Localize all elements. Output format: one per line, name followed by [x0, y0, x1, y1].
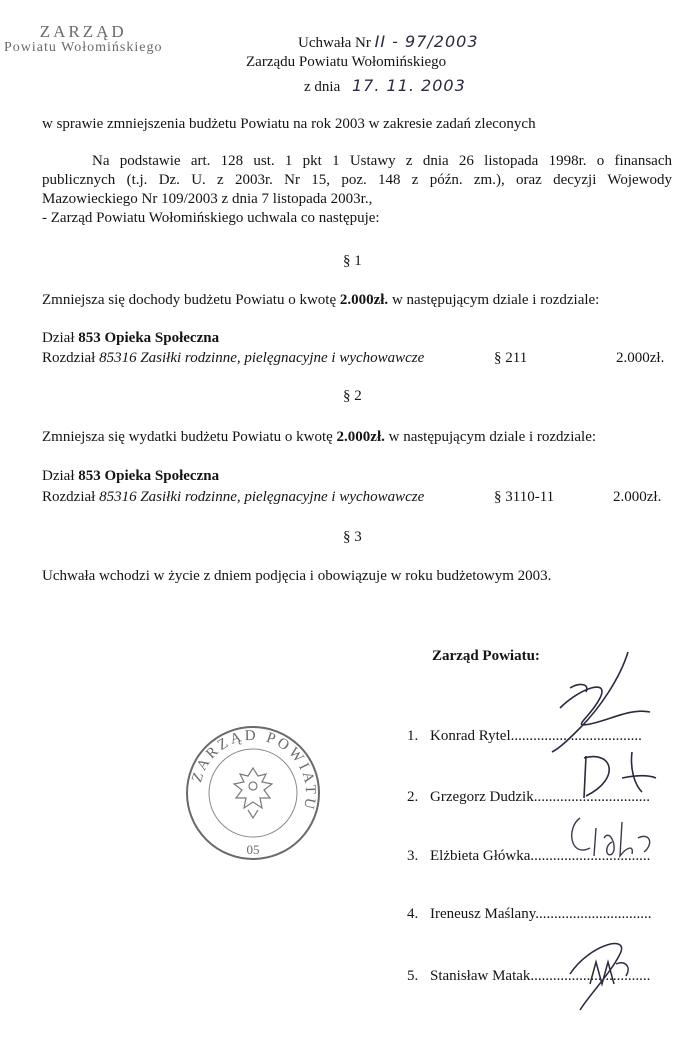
- signature-1: [540, 648, 660, 758]
- section-1-amount: 2.000zł.: [339, 292, 389, 308]
- section-2-amount: 2.000zł.: [336, 429, 385, 445]
- section-2-text-after: w następującym dziale i rozdziale:: [384, 429, 597, 445]
- legal-basis-line-4: - Zarząd Powiatu Wołomińskiego uchwala co następuje:: [42, 210, 380, 226]
- svg-text:ZARZĄD POWIATU: [189, 728, 318, 813]
- legal-basis-line-2: publicznych (t.j. Dz. U. z 2003r. Nr 15, poz. 148 z późn. zm.), oraz decyzji Wojewody: [42, 172, 672, 188]
- signature-line: ................................: [530, 848, 651, 864]
- member-name: Konrad Rytel: [430, 728, 511, 744]
- section-1-text-after: w następującym dziale i rozdziale:: [388, 292, 600, 308]
- section-1-rozdzial: [42, 350, 424, 367]
- member-number: 4.: [407, 906, 419, 922]
- signature-line: ...............................: [535, 906, 652, 922]
- corner-stamp: [4, 22, 162, 56]
- section-1-dzial-label: Dział: [42, 330, 79, 346]
- member-number: 1.: [407, 728, 419, 744]
- section-2-rozdzial: [42, 489, 424, 506]
- signature-line: ...............................: [533, 789, 650, 805]
- member-name: Ireneusz Maślany: [430, 906, 536, 922]
- board-heading: Zarząd Powiatu:: [432, 648, 540, 664]
- section-1-heading: § 1: [343, 253, 362, 269]
- section-2-dzial: [42, 468, 219, 485]
- corner-stamp-title: ZARZĄD: [39, 22, 127, 41]
- round-stamp-code: 05: [246, 842, 260, 857]
- resolution-label: Uchwała Nr: [298, 35, 371, 51]
- member-number: 5.: [407, 968, 419, 984]
- legal-basis: [42, 152, 672, 228]
- section-1-text-before: Zmniejsza się dochody budżetu Powiatu o kwotę: [42, 292, 340, 308]
- issuer: Zarządu Powiatu Wołomińskiego: [246, 54, 447, 70]
- eagle-emblem-icon: [234, 768, 272, 818]
- member-number: 3.: [407, 848, 419, 864]
- legal-basis-line-1: Na podstawie art. 128 ust. 1 pkt 1 Ustawy z dnia 26 listopada 1998r. o finansach: [92, 153, 672, 169]
- section-3-heading: § 3: [343, 529, 362, 545]
- section-2-heading: § 2: [343, 388, 362, 404]
- section-1-rozdzial-label: Rozdział: [42, 350, 100, 366]
- date-label: z dnia: [304, 79, 341, 95]
- section-2-text: [42, 429, 596, 446]
- section-1-rozdzial-name: 85316 Zasiłki rodzinne, pielęgnacyjne i wychowawcze: [99, 350, 425, 366]
- section-1-dzial-name: 853 Opieka Społeczna: [78, 330, 220, 346]
- round-stamp-text: ZARZĄD POWIATU: [189, 727, 319, 814]
- section-2-dzial-label: Dział: [42, 468, 79, 484]
- signature-3: [560, 808, 660, 868]
- section-2-paragraph-amount: 2.000zł.: [613, 489, 662, 505]
- member-name: Stanisław Matak: [430, 968, 531, 984]
- date-value: 17. 11. 2003: [351, 76, 466, 95]
- resolution-title: [298, 32, 479, 52]
- member-name: Elżbieta Główka: [430, 848, 531, 864]
- section-2-dzial-name: 853 Opieka Społeczna: [78, 468, 220, 484]
- section-2-rozdzial-label: Rozdział: [42, 489, 100, 505]
- subject: w sprawie zmniejszenia budżetu Powiatu na rok 2003 w zakresie zadań zleconych: [42, 116, 536, 132]
- signature-5: [560, 934, 660, 1014]
- resolution-number: II - 97/2003: [374, 32, 479, 51]
- corner-stamp-subtitle: Powiatu Wołomińskiego: [4, 40, 163, 55]
- signature-line: ...................................: [510, 728, 642, 744]
- section-1-paragraph-amount: 2.000zł.: [616, 350, 665, 366]
- resolution-date: [304, 76, 466, 96]
- section-1-dzial: [42, 330, 219, 347]
- section-1-text: [42, 292, 599, 309]
- section-3-text: Uchwała wchodzi w życie z dniem podjęcia i obowiązuje w roku budżetowym 2003.: [42, 568, 552, 584]
- signature-line: ................................: [530, 968, 651, 984]
- member-name: Grzegorz Dudzik: [430, 789, 534, 805]
- member-number: 2.: [407, 789, 419, 805]
- signature-2: [572, 748, 662, 808]
- section-2-paragraph: § 3110-11: [494, 489, 555, 505]
- board-member-4: [407, 906, 651, 923]
- section-1-paragraph: § 211: [494, 350, 528, 366]
- section-2-text-before: Zmniejsza się wydatki budżetu Powiatu o kwotę: [42, 429, 337, 445]
- round-stamp: [178, 718, 328, 868]
- section-2-rozdzial-name: 85316 Zasiłki rodzinne, pielęgnacyjne i wychowawcze: [99, 489, 425, 505]
- legal-basis-line-3: Mazowieckiego Nr 109/2003 z dnia 7 listopada 2003r.,: [42, 191, 373, 207]
